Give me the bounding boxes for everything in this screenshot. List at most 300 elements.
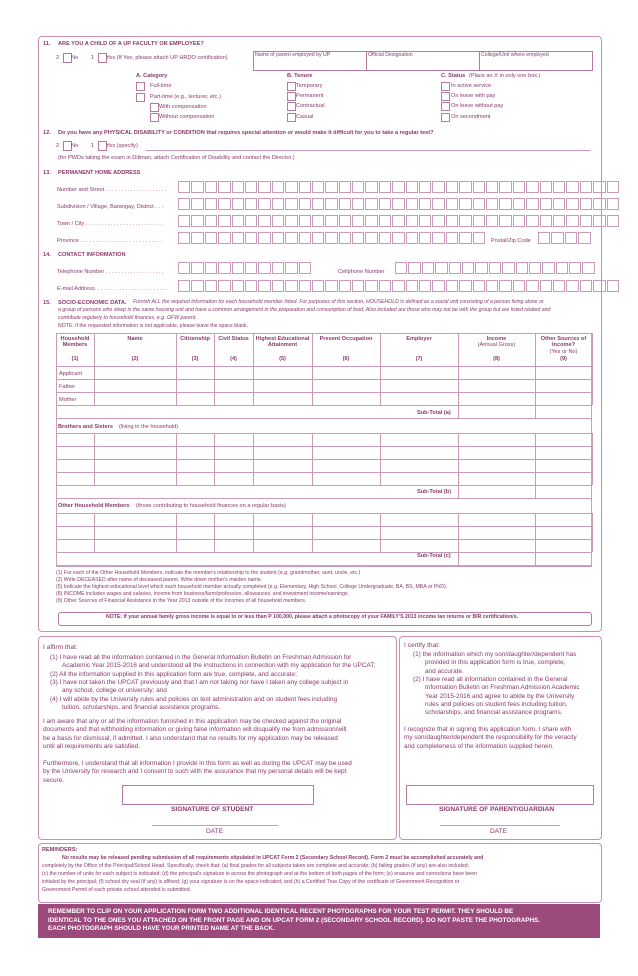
char-box[interactable] bbox=[352, 181, 364, 193]
char-box[interactable] bbox=[473, 198, 485, 210]
char-box[interactable] bbox=[258, 181, 270, 193]
char-box[interactable] bbox=[218, 181, 230, 193]
town-label: Town / City . . . . . . . . . . . . . . . . . . . . . . . . . bbox=[57, 221, 163, 227]
char-box[interactable] bbox=[245, 198, 257, 210]
designation-label: Official Designation bbox=[368, 52, 413, 58]
postal-label: Postal/Zip Code bbox=[491, 238, 531, 244]
char-box[interactable] bbox=[580, 215, 592, 227]
char-box[interactable] bbox=[245, 280, 257, 292]
char-box[interactable] bbox=[285, 232, 297, 244]
char-box[interactable] bbox=[540, 280, 552, 292]
q15-number: 15. bbox=[43, 300, 51, 306]
char-box[interactable] bbox=[446, 215, 458, 227]
char-box[interactable] bbox=[205, 181, 217, 193]
char-box[interactable] bbox=[542, 262, 554, 274]
char-box[interactable] bbox=[299, 215, 311, 227]
char-box[interactable] bbox=[352, 232, 364, 244]
status-secondment-checkbox[interactable] bbox=[441, 113, 450, 122]
table-hline bbox=[56, 472, 592, 473]
char-box[interactable] bbox=[540, 215, 552, 227]
header-sub: (Annual Gross) bbox=[477, 342, 516, 349]
char-box[interactable] bbox=[339, 181, 351, 193]
char-box[interactable] bbox=[178, 262, 190, 274]
table-hline bbox=[56, 366, 592, 367]
status-leave-nopay-checkbox[interactable] bbox=[441, 102, 450, 111]
char-box[interactable] bbox=[419, 198, 431, 210]
text-line: and completeness of the information supplied herein. bbox=[404, 742, 554, 750]
status-leave-pay-checkbox[interactable] bbox=[441, 92, 450, 101]
char-box[interactable] bbox=[499, 215, 511, 227]
status-title: C. Status bbox=[441, 73, 466, 79]
char-box[interactable] bbox=[406, 215, 418, 227]
char-box[interactable] bbox=[566, 198, 578, 210]
char-box[interactable] bbox=[365, 181, 377, 193]
with-comp-label: With compensation bbox=[159, 104, 207, 110]
char-box[interactable] bbox=[432, 198, 444, 210]
char-box[interactable] bbox=[191, 262, 203, 274]
char-box[interactable] bbox=[449, 262, 461, 274]
char-box[interactable] bbox=[406, 181, 418, 193]
subtotal-a: Sub-Total (a) bbox=[417, 410, 451, 416]
table-vline bbox=[592, 513, 593, 552]
char-box[interactable] bbox=[178, 280, 190, 292]
char-box[interactable] bbox=[513, 198, 525, 210]
char-box[interactable] bbox=[526, 198, 538, 210]
postal-boxes[interactable] bbox=[538, 232, 592, 244]
table-vline bbox=[535, 552, 536, 566]
table-header-9 bbox=[535, 336, 592, 355]
table-hline bbox=[56, 333, 592, 334]
char-box[interactable] bbox=[486, 280, 498, 292]
char-box[interactable] bbox=[339, 280, 351, 292]
char-box[interactable] bbox=[379, 232, 391, 244]
q15-note: NOTE: if the requested information is not applicable, please leave the space blank. bbox=[58, 323, 249, 329]
q13-number: 13. bbox=[43, 170, 51, 176]
char-box[interactable] bbox=[553, 215, 565, 227]
char-box[interactable] bbox=[285, 280, 297, 292]
char-box[interactable] bbox=[419, 181, 431, 193]
q12-note: (for PWDs taking the exam in Diliman, attach Certification of Disability and contact the Director.) bbox=[58, 155, 295, 161]
q11-title: ARE YOU A CHILD OF A UP FACULTY OR EMPLOYEE? bbox=[58, 41, 204, 47]
table-vline bbox=[312, 333, 313, 405]
q12-number: 12. bbox=[43, 130, 51, 136]
char-box[interactable] bbox=[325, 280, 337, 292]
char-box[interactable] bbox=[218, 280, 230, 292]
char-box[interactable] bbox=[232, 198, 244, 210]
char-box[interactable] bbox=[178, 215, 190, 227]
char-box[interactable] bbox=[502, 262, 514, 274]
student-date-line[interactable] bbox=[152, 825, 278, 826]
parent-signature-field[interactable] bbox=[406, 785, 594, 805]
q11-yes-code: 1 bbox=[91, 55, 95, 61]
table-vline bbox=[176, 333, 177, 405]
char-box[interactable] bbox=[607, 215, 619, 227]
char-box[interactable] bbox=[191, 280, 203, 292]
char-box[interactable] bbox=[245, 262, 257, 274]
char-box[interactable] bbox=[352, 280, 364, 292]
without-comp-checkbox[interactable] bbox=[150, 113, 159, 122]
char-box[interactable] bbox=[191, 215, 203, 227]
char-box[interactable] bbox=[232, 280, 244, 292]
tenure-title: B. Tenure bbox=[287, 73, 313, 79]
q11-yes-label: Yes (If Yes, please attach UP HRDO certification) bbox=[106, 55, 228, 61]
char-box[interactable] bbox=[232, 262, 244, 274]
char-box[interactable] bbox=[272, 232, 284, 244]
char-box[interactable] bbox=[299, 198, 311, 210]
char-box[interactable] bbox=[569, 262, 581, 274]
status-active-checkbox[interactable] bbox=[441, 82, 450, 91]
char-box[interactable] bbox=[459, 198, 471, 210]
char-box[interactable] bbox=[299, 280, 311, 292]
char-box[interactable] bbox=[285, 198, 297, 210]
tenure-temp-label: Temporary bbox=[296, 83, 323, 89]
char-box[interactable] bbox=[272, 215, 284, 227]
table-header-2 bbox=[94, 336, 176, 342]
char-box[interactable] bbox=[419, 232, 431, 244]
q15-title: SOCIO-ECONOMIC DATA. bbox=[58, 300, 127, 306]
student-signature-field[interactable] bbox=[122, 785, 314, 805]
street-boxes[interactable] bbox=[178, 181, 620, 193]
char-box[interactable] bbox=[365, 215, 377, 227]
char-box[interactable] bbox=[258, 232, 270, 244]
char-box[interactable] bbox=[178, 198, 190, 210]
char-box[interactable] bbox=[258, 280, 270, 292]
char-box[interactable] bbox=[529, 262, 541, 274]
cat-parttime-checkbox[interactable] bbox=[136, 93, 145, 102]
cellphone-boxes[interactable] bbox=[395, 262, 596, 274]
telephone-label: Telephone Number . . . . . . . . . . . . . . . . . . . bbox=[57, 269, 164, 275]
table-vline bbox=[380, 333, 381, 405]
char-box[interactable] bbox=[419, 280, 431, 292]
char-box[interactable] bbox=[459, 215, 471, 227]
table-vline bbox=[535, 513, 536, 552]
char-box[interactable] bbox=[513, 215, 525, 227]
char-box[interactable] bbox=[499, 181, 511, 193]
table-hline bbox=[56, 405, 592, 406]
char-box[interactable] bbox=[607, 280, 619, 292]
char-box[interactable] bbox=[553, 181, 565, 193]
char-box[interactable] bbox=[408, 262, 420, 274]
char-box[interactable] bbox=[473, 280, 485, 292]
char-box[interactable] bbox=[406, 232, 418, 244]
char-box[interactable] bbox=[593, 215, 605, 227]
status-secondment-label: On secondment bbox=[451, 114, 491, 120]
char-box[interactable] bbox=[538, 232, 550, 244]
char-box[interactable] bbox=[432, 215, 444, 227]
char-box[interactable] bbox=[205, 215, 217, 227]
status-active-label: In active service bbox=[451, 83, 492, 89]
char-box[interactable] bbox=[191, 198, 203, 210]
char-box[interactable] bbox=[312, 232, 324, 244]
char-box[interactable] bbox=[178, 181, 190, 193]
header-number: (4) bbox=[230, 356, 237, 362]
footnote-1: (1) For each of the Other Household Members, indicate the member's relationship to the student (e.g. grandmother, aunt, uncle, etc.) bbox=[56, 570, 361, 576]
char-box[interactable] bbox=[218, 198, 230, 210]
table-hline bbox=[56, 526, 592, 527]
char-box[interactable] bbox=[513, 181, 525, 193]
char-box[interactable] bbox=[565, 232, 577, 244]
table-header-1 bbox=[56, 336, 94, 349]
tenure-contract-checkbox[interactable] bbox=[287, 102, 296, 111]
province-boxes[interactable] bbox=[178, 232, 486, 244]
q11-no-label: No bbox=[71, 55, 79, 61]
char-box[interactable] bbox=[392, 280, 404, 292]
email-boxes[interactable] bbox=[178, 280, 620, 292]
char-box[interactable] bbox=[593, 181, 605, 193]
cat-parttime-label: Part-time (e.g., lecturer, etc.) bbox=[150, 94, 221, 100]
char-box[interactable] bbox=[526, 280, 538, 292]
char-box[interactable] bbox=[553, 280, 565, 292]
char-box[interactable] bbox=[422, 262, 434, 274]
char-box[interactable] bbox=[352, 198, 364, 210]
char-box[interactable] bbox=[365, 232, 377, 244]
char-box[interactable] bbox=[299, 181, 311, 193]
char-box[interactable] bbox=[553, 198, 565, 210]
char-box[interactable] bbox=[285, 181, 297, 193]
char-box[interactable] bbox=[540, 181, 552, 193]
char-box[interactable] bbox=[392, 215, 404, 227]
char-box[interactable] bbox=[551, 232, 563, 244]
char-box[interactable] bbox=[473, 215, 485, 227]
char-box[interactable] bbox=[459, 280, 471, 292]
char-box[interactable] bbox=[245, 181, 257, 193]
char-box[interactable] bbox=[578, 232, 590, 244]
table-vline bbox=[535, 405, 536, 418]
table-hline bbox=[56, 459, 592, 460]
reminders-title: REMINDERS: bbox=[42, 847, 78, 853]
table-vline bbox=[176, 513, 177, 552]
char-box[interactable] bbox=[580, 198, 592, 210]
char-box[interactable] bbox=[473, 232, 485, 244]
char-box[interactable] bbox=[258, 198, 270, 210]
affirm-title: I affirm that: bbox=[43, 644, 78, 651]
char-box[interactable] bbox=[312, 198, 324, 210]
table-vline bbox=[458, 405, 459, 418]
char-box[interactable] bbox=[245, 232, 257, 244]
cat-fulltime-checkbox[interactable] bbox=[136, 82, 145, 91]
char-box[interactable] bbox=[299, 232, 311, 244]
table-vline bbox=[458, 513, 459, 552]
header-number: (9) bbox=[560, 356, 567, 362]
table-hline bbox=[56, 446, 592, 447]
tenure-perm-label: Permanent bbox=[296, 93, 324, 99]
char-box[interactable] bbox=[473, 181, 485, 193]
q12-no-label: No bbox=[71, 143, 79, 149]
char-box[interactable] bbox=[325, 215, 337, 227]
char-box[interactable] bbox=[258, 215, 270, 227]
char-box[interactable] bbox=[392, 198, 404, 210]
char-box[interactable] bbox=[285, 262, 297, 274]
char-box[interactable] bbox=[580, 280, 592, 292]
char-box[interactable] bbox=[365, 280, 377, 292]
char-box[interactable] bbox=[205, 262, 217, 274]
q12-yes-code: 1 bbox=[91, 143, 95, 149]
char-box[interactable] bbox=[499, 198, 511, 210]
table-vline bbox=[56, 433, 57, 485]
char-box[interactable] bbox=[379, 181, 391, 193]
cat-fulltime-label: Full-time bbox=[150, 83, 172, 89]
char-box[interactable] bbox=[272, 181, 284, 193]
char-box[interactable] bbox=[486, 181, 498, 193]
char-box[interactable] bbox=[272, 198, 284, 210]
table-vline bbox=[535, 433, 536, 485]
char-box[interactable] bbox=[446, 181, 458, 193]
table-vline bbox=[458, 552, 459, 566]
char-box[interactable] bbox=[232, 232, 244, 244]
table-vline bbox=[214, 333, 215, 405]
header-number: (6) bbox=[342, 356, 350, 362]
char-box[interactable] bbox=[499, 280, 511, 292]
char-box[interactable] bbox=[435, 262, 447, 274]
table-header-8 bbox=[458, 336, 535, 349]
char-box[interactable] bbox=[516, 262, 528, 274]
char-box[interactable] bbox=[379, 280, 391, 292]
char-box[interactable] bbox=[205, 232, 217, 244]
table-vline bbox=[214, 433, 215, 485]
tenure-contract-label: Contractual bbox=[296, 103, 325, 109]
char-box[interactable] bbox=[299, 262, 311, 274]
char-box[interactable] bbox=[406, 198, 418, 210]
char-box[interactable] bbox=[285, 215, 297, 227]
char-box[interactable] bbox=[272, 280, 284, 292]
photo-reminder-3: EACH PHOTOGRAPH SHOULD HAVE YOUR PRINTED NAME AT THE BACK. bbox=[48, 925, 275, 932]
text-line: until all requirements are satisfied. bbox=[43, 742, 140, 750]
char-box[interactable] bbox=[218, 215, 230, 227]
char-box[interactable] bbox=[352, 215, 364, 227]
q15-intro-3: contribute regularly to household finances, e.g. OFW parent. bbox=[58, 315, 197, 321]
char-box[interactable] bbox=[339, 198, 351, 210]
char-box[interactable] bbox=[205, 198, 217, 210]
char-box[interactable] bbox=[475, 262, 487, 274]
char-box[interactable] bbox=[566, 215, 578, 227]
char-box[interactable] bbox=[593, 198, 605, 210]
without-comp-label: Without compensation bbox=[159, 114, 215, 120]
char-box[interactable] bbox=[540, 198, 552, 210]
char-box[interactable] bbox=[392, 181, 404, 193]
char-box[interactable] bbox=[580, 181, 592, 193]
header-number: (7) bbox=[415, 356, 423, 362]
char-box[interactable] bbox=[205, 280, 217, 292]
table-vline bbox=[312, 513, 313, 552]
table-vline bbox=[94, 333, 95, 405]
char-box[interactable] bbox=[325, 232, 337, 244]
text-line: my son/daughter/dependent the responsibility for the veracity bbox=[404, 734, 577, 742]
char-box[interactable] bbox=[566, 181, 578, 193]
socio-table bbox=[56, 333, 592, 566]
char-box[interactable] bbox=[446, 198, 458, 210]
char-box[interactable] bbox=[593, 280, 605, 292]
char-box[interactable] bbox=[607, 181, 619, 193]
char-box[interactable] bbox=[379, 198, 391, 210]
with-comp-checkbox[interactable] bbox=[150, 103, 159, 112]
town-boxes[interactable] bbox=[178, 215, 620, 227]
char-box[interactable] bbox=[392, 232, 404, 244]
char-box[interactable] bbox=[339, 232, 351, 244]
table-header-7 bbox=[380, 336, 458, 342]
char-box[interactable] bbox=[312, 215, 324, 227]
char-box[interactable] bbox=[218, 262, 230, 274]
char-box[interactable] bbox=[526, 215, 538, 227]
char-box[interactable] bbox=[395, 262, 407, 274]
college-label: College/Unit where employed bbox=[481, 52, 549, 58]
table-vline bbox=[458, 433, 459, 485]
char-box[interactable] bbox=[232, 215, 244, 227]
cellphone-label: Cellphone Number bbox=[338, 269, 385, 275]
parent-date-line[interactable] bbox=[440, 825, 560, 826]
char-box[interactable] bbox=[459, 232, 471, 244]
text-line: (2) I have read all information contained in the General bbox=[413, 675, 568, 683]
char-box[interactable] bbox=[218, 232, 230, 244]
tenure-perm-checkbox[interactable] bbox=[287, 92, 296, 101]
char-box[interactable] bbox=[406, 280, 418, 292]
char-box[interactable] bbox=[556, 262, 568, 274]
telephone-boxes[interactable] bbox=[178, 262, 312, 274]
text-line: I recognize that in signing this application form, I share with bbox=[404, 726, 572, 733]
reminder-line-3: (c) the number of units for each subject is indicated; (d) the principal's signature is across the photograph and at the bottom of both pages of the form; (e) erasures and corrections have been bbox=[42, 871, 477, 877]
char-box[interactable] bbox=[258, 262, 270, 274]
char-box[interactable] bbox=[566, 280, 578, 292]
char-box[interactable] bbox=[459, 181, 471, 193]
table-vline bbox=[94, 433, 95, 485]
text-line: Academic Year 2015-2016 and understood all the instructions in connection with my application for the UPCAT; bbox=[62, 662, 376, 670]
char-box[interactable] bbox=[486, 198, 498, 210]
photo-reminder-2: IDENTICAL TO THE ONES YOU ATTACHED ON THE FRONT PAGE AND ON UPCAT FORM 2 (SECONDARY SCHOOL RECORD). DO NOT PASTE THE PHOTOGRAPHS. bbox=[48, 916, 540, 924]
char-box[interactable] bbox=[513, 280, 525, 292]
char-box[interactable] bbox=[489, 262, 501, 274]
table-hline bbox=[56, 498, 592, 499]
text-line: tuition, scholarships, and financial assistance programs. bbox=[62, 703, 221, 711]
char-box[interactable] bbox=[312, 181, 324, 193]
char-box[interactable] bbox=[462, 262, 474, 274]
q14-title: CONTACT INFORMATION bbox=[58, 252, 126, 258]
char-box[interactable] bbox=[325, 181, 337, 193]
table-vline bbox=[535, 485, 536, 498]
header-text: Income bbox=[486, 336, 507, 342]
char-box[interactable] bbox=[365, 198, 377, 210]
char-box[interactable] bbox=[325, 198, 337, 210]
table-vline bbox=[176, 433, 177, 485]
char-box[interactable] bbox=[526, 181, 538, 193]
char-box[interactable] bbox=[272, 262, 284, 274]
text-line: (4) I will abide by the University rules and policies on test administration and on student fees including bbox=[50, 695, 338, 703]
char-box[interactable] bbox=[486, 215, 498, 227]
char-box[interactable] bbox=[582, 262, 594, 274]
char-box[interactable] bbox=[191, 232, 203, 244]
char-box[interactable] bbox=[312, 280, 324, 292]
char-box[interactable] bbox=[232, 181, 244, 193]
tenure-temp-checkbox[interactable] bbox=[287, 82, 296, 91]
char-box[interactable] bbox=[379, 215, 391, 227]
char-box[interactable] bbox=[419, 215, 431, 227]
char-box[interactable] bbox=[607, 198, 619, 210]
char-box[interactable] bbox=[245, 215, 257, 227]
char-box[interactable] bbox=[432, 280, 444, 292]
student-date-label: DATE bbox=[206, 828, 224, 835]
subdivision-boxes[interactable] bbox=[178, 198, 620, 210]
tenure-casual-checkbox[interactable] bbox=[287, 113, 296, 122]
q12-specify-line[interactable] bbox=[146, 150, 590, 151]
char-box[interactable] bbox=[191, 181, 203, 193]
char-box[interactable] bbox=[432, 232, 444, 244]
char-box[interactable] bbox=[446, 280, 458, 292]
text-line: (1) I have read all the information contained in the General Information Bulletin on Freshman Admission for bbox=[50, 654, 352, 661]
char-box[interactable] bbox=[432, 181, 444, 193]
char-box[interactable] bbox=[446, 232, 458, 244]
header-number: (8) bbox=[493, 356, 500, 362]
char-box[interactable] bbox=[339, 215, 351, 227]
char-box[interactable] bbox=[178, 232, 190, 244]
others-title: Other Household Members bbox=[58, 503, 130, 509]
